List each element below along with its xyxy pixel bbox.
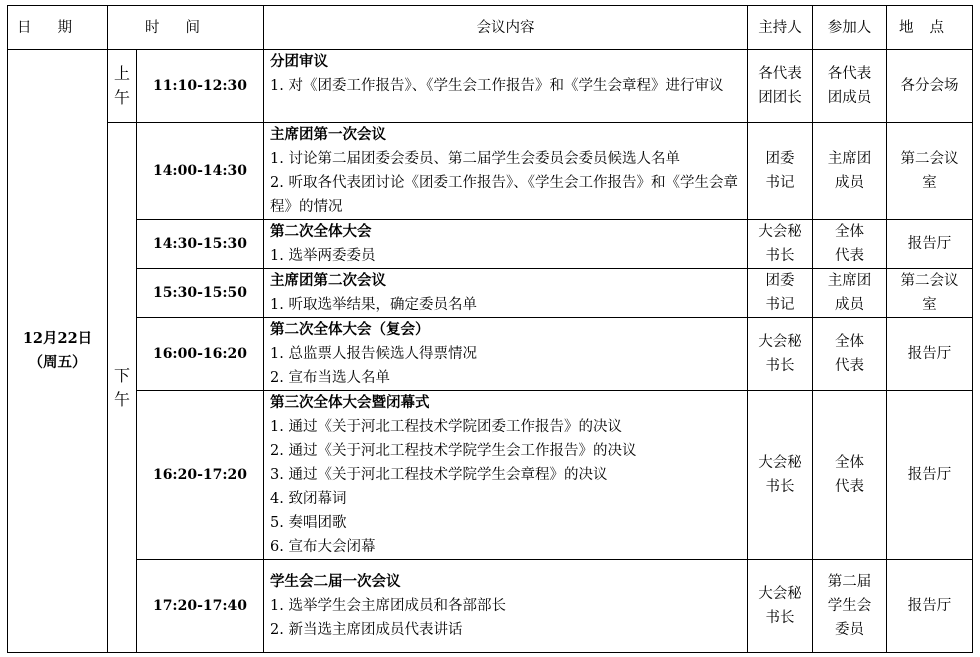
- participants-line: 全体: [835, 334, 864, 350]
- meeting-title: 分团审议: [270, 53, 328, 70]
- date-text: 12月22日: [22, 330, 93, 347]
- host-line: 大会秘: [758, 455, 802, 471]
- agenda-item: 1. 选举两委委员: [270, 248, 376, 264]
- location-cell: [887, 50, 973, 123]
- participants-line: 代表: [835, 358, 864, 374]
- header-content: 会议内容: [264, 6, 748, 50]
- participants-line: 主席团: [827, 273, 872, 289]
- participants-cell: [813, 391, 887, 560]
- location-cell: [887, 123, 973, 220]
- participants-line: 第二届: [827, 574, 872, 590]
- agenda-item: 2. 宣布当选人名单: [270, 370, 390, 386]
- participants-cell: [813, 123, 887, 220]
- table-row: [8, 123, 973, 220]
- content-cell: [264, 318, 748, 391]
- time-cell: 14:30-15:30: [137, 220, 264, 269]
- agenda-item: 3. 通过《关于河北工程技术学院学生会章程》的决议: [270, 467, 608, 483]
- header-location: 地点: [887, 6, 973, 50]
- agenda-item: 2. 通过《关于河北工程技术学院学生会工作报告》的决议: [270, 443, 637, 459]
- meeting-title: 主席团第一次会议: [270, 126, 386, 143]
- agenda-item: 5. 奏唱团歌: [270, 515, 347, 531]
- host-line: 团团长: [758, 90, 802, 106]
- content-cell: [264, 560, 748, 653]
- meeting-title: 第三次全体大会暨闭幕式: [270, 394, 430, 411]
- header-participants: 参加人: [813, 6, 887, 50]
- content-cell: [264, 391, 748, 560]
- content-cell: [264, 220, 748, 269]
- location-cell: [887, 269, 973, 318]
- header-row: [8, 6, 973, 50]
- location-line: 第二会议: [900, 273, 959, 289]
- session-afternoon: [108, 123, 137, 653]
- meeting-title: 第二次全体大会（复会）: [270, 321, 430, 338]
- session-morning-label: 上午: [114, 64, 131, 107]
- participants-line: 代表: [835, 479, 864, 495]
- participants-cell: [813, 50, 887, 123]
- time-cell: 14:00-14:30: [137, 123, 264, 220]
- location-cell: [887, 391, 973, 560]
- participants-cell: [813, 269, 887, 318]
- host-cell: [748, 50, 813, 123]
- participants-cell: [813, 220, 887, 269]
- host-cell: [748, 560, 813, 653]
- agenda-item: 4. 致闭幕词: [270, 491, 347, 507]
- location-line: 报告厅: [907, 346, 952, 362]
- header-host: 主持人: [748, 6, 813, 50]
- agenda-item: 1. 通过《关于河北工程技术学院团委工作报告》的决议: [270, 419, 622, 435]
- participants-cell: [813, 318, 887, 391]
- weekday-text: （周五）: [28, 354, 87, 371]
- host-cell: [748, 269, 813, 318]
- table-row: [8, 318, 973, 391]
- location-line: 室: [922, 175, 937, 191]
- host-line: 各代表: [758, 66, 802, 82]
- table-row: [8, 391, 973, 560]
- agenda-item: 2. 新当选主席团成员代表讲话: [270, 622, 463, 638]
- time-cell: 11:10-12:30: [137, 50, 264, 123]
- header-date: 日期: [8, 6, 108, 50]
- meeting-schedule-table: [7, 5, 973, 653]
- participants-line: 成员: [835, 175, 864, 191]
- host-line: 书记: [765, 297, 795, 313]
- host-line: 书长: [765, 358, 795, 374]
- date-cell: [8, 50, 108, 653]
- participants-line: 代表: [835, 248, 864, 264]
- table-row: [8, 560, 973, 653]
- time-cell: 15:30-15:50: [137, 269, 264, 318]
- participants-line: 成员: [835, 297, 864, 313]
- table-row: [8, 220, 973, 269]
- time-cell: 17:20-17:40: [137, 560, 264, 653]
- host-line: 书长: [765, 479, 795, 495]
- table-row: [8, 269, 973, 318]
- time-cell: 16:20-17:20: [137, 391, 264, 560]
- host-cell: [748, 220, 813, 269]
- location-line: 第二会议: [900, 151, 959, 167]
- content-cell: [264, 123, 748, 220]
- host-line: 大会秘: [758, 586, 802, 602]
- location-line: 各分会场: [900, 78, 959, 94]
- agenda-item: 1. 选举学生会主席团成员和各部部长: [270, 598, 506, 614]
- agenda-item: 1. 听取选举结果，确定委员名单: [270, 297, 477, 313]
- session-morning: [108, 50, 137, 123]
- content-cell: [264, 50, 748, 123]
- agenda-item: 1. 总监票人报告候选人得票情况: [270, 346, 477, 362]
- host-line: 书记: [765, 175, 795, 191]
- host-line: 团委: [765, 151, 795, 167]
- participants-line: 学生会: [827, 598, 872, 614]
- host-line: 书长: [765, 248, 795, 264]
- location-line: 报告厅: [907, 598, 952, 614]
- location-line: 报告厅: [907, 467, 952, 483]
- participants-line: 全体: [835, 455, 864, 471]
- meeting-title: 主席团第二次会议: [270, 272, 386, 289]
- meeting-title: 学生会二届一次会议: [270, 573, 401, 590]
- host-cell: [748, 391, 813, 560]
- host-line: 团委: [765, 273, 795, 289]
- location-cell: [887, 318, 973, 391]
- agenda-item: 2. 听取各代表团讨论《团委工作报告》、《学生会工作报告》和《学生会章程》的情况: [270, 175, 738, 215]
- participants-line: 委员: [835, 622, 864, 638]
- table-row: [8, 50, 973, 123]
- host-cell: [748, 123, 813, 220]
- host-cell: [748, 318, 813, 391]
- agenda-item: 1. 对《团委工作报告》、《学生会工作报告》和《学生会章程》进行审议: [270, 78, 724, 94]
- location-cell: [887, 560, 973, 653]
- host-line: 大会秘: [758, 224, 802, 240]
- host-line: 大会秘: [758, 334, 802, 350]
- participants-line: 团成员: [827, 90, 872, 106]
- meeting-title: 第二次全体大会: [270, 223, 372, 240]
- location-line: 室: [922, 297, 937, 313]
- location-line: 报告厅: [907, 236, 952, 252]
- agenda-item: 6. 宣布大会闭幕: [270, 539, 376, 555]
- participants-line: 各代表: [827, 66, 872, 82]
- session-afternoon-label: 下午: [114, 365, 131, 409]
- content-cell: [264, 269, 748, 318]
- time-cell: 16:00-16:20: [137, 318, 264, 391]
- agenda-item: 1. 讨论第二届团委会委员、第二届学生会委员会委员候选人名单: [270, 151, 680, 167]
- location-cell: [887, 220, 973, 269]
- participants-line: 主席团: [827, 151, 872, 167]
- participants-line: 全体: [835, 224, 864, 240]
- host-line: 书长: [765, 610, 795, 626]
- header-time: 时间: [108, 6, 264, 50]
- participants-cell: [813, 560, 887, 653]
